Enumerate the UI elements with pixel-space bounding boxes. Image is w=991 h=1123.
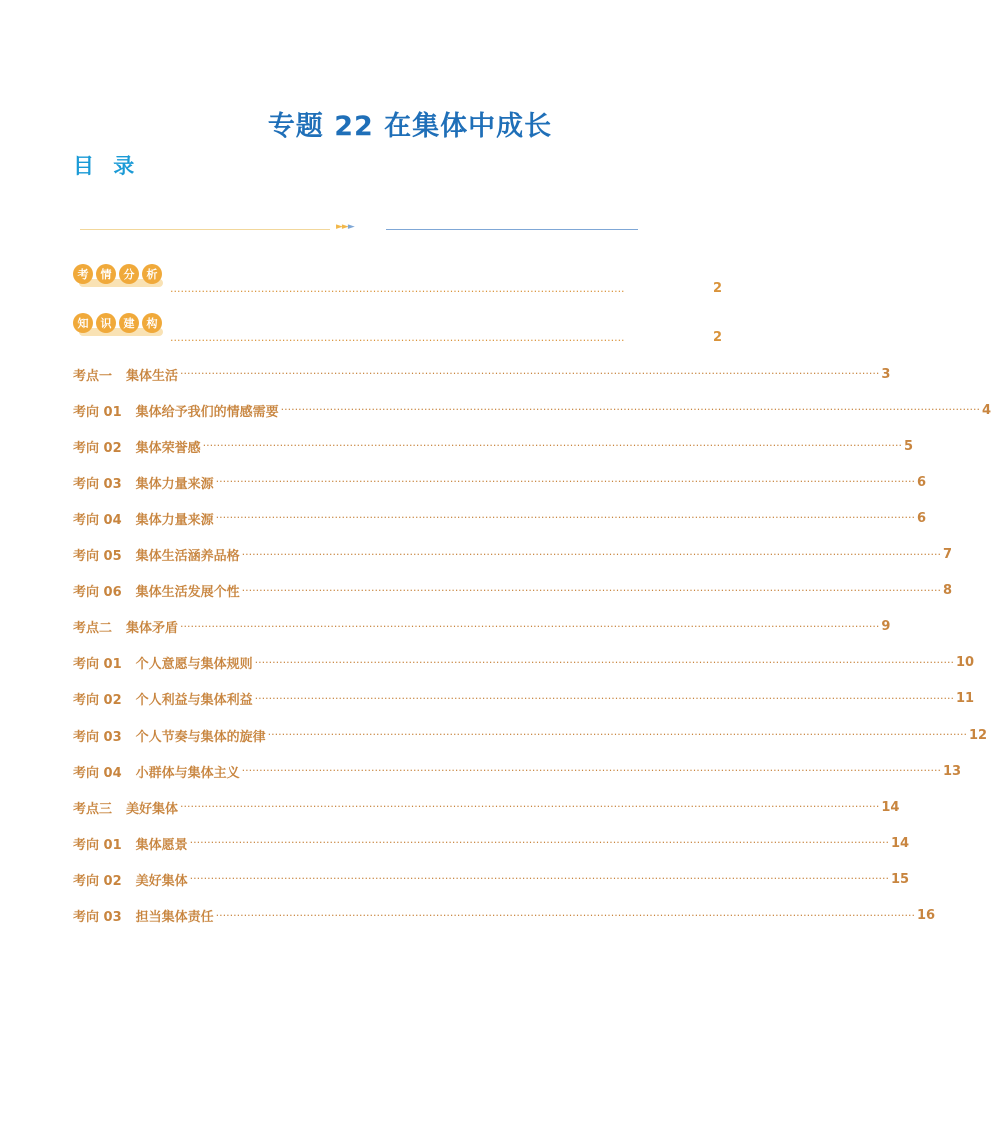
toc-entry[interactable] [73, 546, 953, 564]
toc-entry-label [73, 437, 201, 456]
leader-dots: ········································································································································································································ [241, 764, 941, 778]
leader-dots: ········································································································································································································ [215, 908, 915, 922]
leader-dots: ········································································································································································································ [189, 836, 889, 850]
toc-entry-label [73, 509, 214, 528]
leader-dots: ········································································································································································································ [180, 619, 880, 633]
toc-entry-text: 集体力量来源 [135, 512, 214, 528]
divider-right [386, 229, 638, 230]
badge-char: 知 [73, 313, 93, 333]
toc-entry-text: 集体矛盾 [126, 621, 179, 637]
toc-entry-label [73, 401, 279, 420]
toc-entry-label [73, 762, 240, 781]
leader-dots: ········································································································································································································ [254, 655, 954, 669]
page-number: 7 [942, 547, 953, 562]
page-number: 12 [968, 727, 988, 743]
page-number: 14 [881, 799, 900, 815]
toc-entry-code: 考点三 [73, 801, 113, 817]
toc-entry-text: 集体生活 [126, 368, 179, 384]
toc-entry-code: 考向 01 [73, 657, 122, 673]
page-number: 5 [903, 438, 914, 454]
badge-char: 情 [96, 264, 116, 284]
toc-entry-label [73, 689, 253, 708]
toc-entry-text: 个人节奏与集体的旋律 [135, 729, 266, 745]
toc-entry-text: 美好集体 [135, 873, 188, 889]
toc-entry-text: 美好集体 [126, 801, 179, 817]
toc-entry-code: 考向 04 [73, 765, 122, 781]
toc-entry-label [73, 906, 214, 925]
page-number: 4 [981, 402, 991, 418]
page-number: 3 [881, 366, 891, 382]
leader-dots: ········································································································································································································ [180, 800, 880, 814]
toc-entry-label [73, 545, 240, 564]
toc-entry[interactable] [73, 834, 910, 853]
badge-char: 析 [142, 264, 162, 284]
page-number: 6 [916, 474, 927, 490]
toc-entry-text: 集体生活涵养品格 [135, 549, 240, 564]
toc-entry[interactable] [73, 870, 910, 889]
toc-entry[interactable] [73, 690, 975, 709]
leader-dots: ········································································································································································································ [180, 367, 880, 380]
toc-entry-text: 小群体与集体主义 [135, 765, 240, 781]
toc-entry-code: 考向 01 [73, 404, 122, 420]
page-number: 8 [942, 583, 953, 599]
toc-entry-text: 个人意愿与集体规则 [135, 657, 253, 673]
page-number: 2 [712, 281, 722, 296]
leader-dots: ········································································································································································································ [280, 403, 980, 417]
page-number: 2 [712, 330, 722, 345]
page-number: 6 [916, 510, 927, 526]
toc-entry-text: 担当集体责任 [135, 910, 214, 925]
toc-entry[interactable] [73, 473, 927, 492]
toc-heading: 目 录 [73, 154, 141, 178]
toc-entry-label [73, 473, 214, 492]
page-number: 14 [890, 835, 910, 851]
arrow-icons: ►►► [336, 222, 354, 232]
toc-entry[interactable] [73, 365, 891, 384]
toc-entry-label [73, 726, 266, 745]
badge-char: 考 [73, 264, 93, 284]
leader-dots: ········································································································································································································ [254, 691, 954, 705]
toc-entry-code: 考向 02 [73, 873, 122, 889]
toc-entry-label [73, 365, 178, 384]
leader-dots: ········································································································································································································ [189, 872, 889, 886]
toc-entry[interactable] [73, 618, 891, 637]
toc-entry-text: 个人利益与集体利益 [135, 693, 253, 709]
toc-entry-code: 考向 04 [73, 512, 122, 528]
leader-dots: ········································································································································································································ [267, 728, 967, 741]
toc-entry-text: 集体生活发展个性 [135, 585, 240, 601]
toc-entry-label [73, 617, 178, 636]
toc-entry[interactable] [73, 762, 962, 781]
toc-entry-text: 集体荣誉感 [135, 440, 201, 456]
toc-entry-code: 考向 03 [73, 910, 122, 925]
page-number: 9 [881, 619, 891, 635]
leader-dots: ·································································································································· [170, 285, 625, 298]
toc-entry[interactable] [73, 509, 927, 528]
toc-entry-code: 考向 01 [73, 837, 122, 853]
page-number: 15 [890, 871, 910, 887]
badge-char: 建 [119, 313, 139, 333]
toc-entry-code: 考向 03 [73, 729, 122, 745]
toc-entry-label [73, 834, 188, 853]
badge-char: 识 [96, 313, 116, 333]
badge-char: 分 [119, 264, 139, 284]
page-number: 16 [916, 908, 936, 923]
toc-entry-label [73, 870, 188, 889]
toc-entry-code: 考向 06 [73, 585, 122, 601]
toc-entry-code: 考向 02 [73, 440, 122, 456]
toc-entry-code: 考向 02 [73, 693, 122, 709]
page-title: 专题 22 在集体中成长 [267, 111, 553, 142]
divider-left [80, 229, 330, 230]
badge-knowledge-structure[interactable] [73, 312, 165, 338]
leader-dots: ········································································································································································································ [202, 439, 902, 453]
badge-exam-analysis[interactable] [73, 263, 165, 289]
toc-entry-text: 集体愿景 [135, 837, 188, 853]
page-number: 11 [955, 691, 975, 707]
toc-entry[interactable] [73, 798, 900, 817]
toc-entry[interactable] [73, 582, 953, 601]
toc-entry[interactable] [73, 654, 975, 673]
leader-dots: ········································································································································································································ [215, 511, 915, 525]
toc-entry[interactable] [73, 726, 988, 745]
leader-dots: ·································································································································· [170, 334, 625, 347]
toc-entry[interactable] [73, 437, 914, 456]
leader-dots: ········································································································································································································ [241, 547, 941, 561]
toc-entry-label [73, 653, 253, 672]
leader-dots: ········································································································································································································ [215, 475, 915, 489]
leader-dots: ········································································································································································································ [241, 583, 941, 597]
toc-entry-code: 考点二 [73, 621, 113, 637]
page-number: 10 [955, 655, 975, 671]
toc-entry-code: 考点一 [73, 368, 113, 384]
toc-entry-code: 考向 03 [73, 476, 122, 492]
toc-entry[interactable] [73, 401, 991, 420]
badge-char: 构 [142, 313, 162, 333]
toc-entry-code: 考向 05 [73, 549, 122, 564]
page-number: 13 [942, 763, 962, 779]
toc-entry[interactable] [73, 907, 936, 925]
toc-entry-text: 集体力量来源 [135, 476, 214, 492]
toc-entry-text: 集体给予我们的情感需要 [135, 404, 279, 420]
toc-entry-label [73, 581, 240, 600]
toc-entry-label [73, 798, 178, 817]
